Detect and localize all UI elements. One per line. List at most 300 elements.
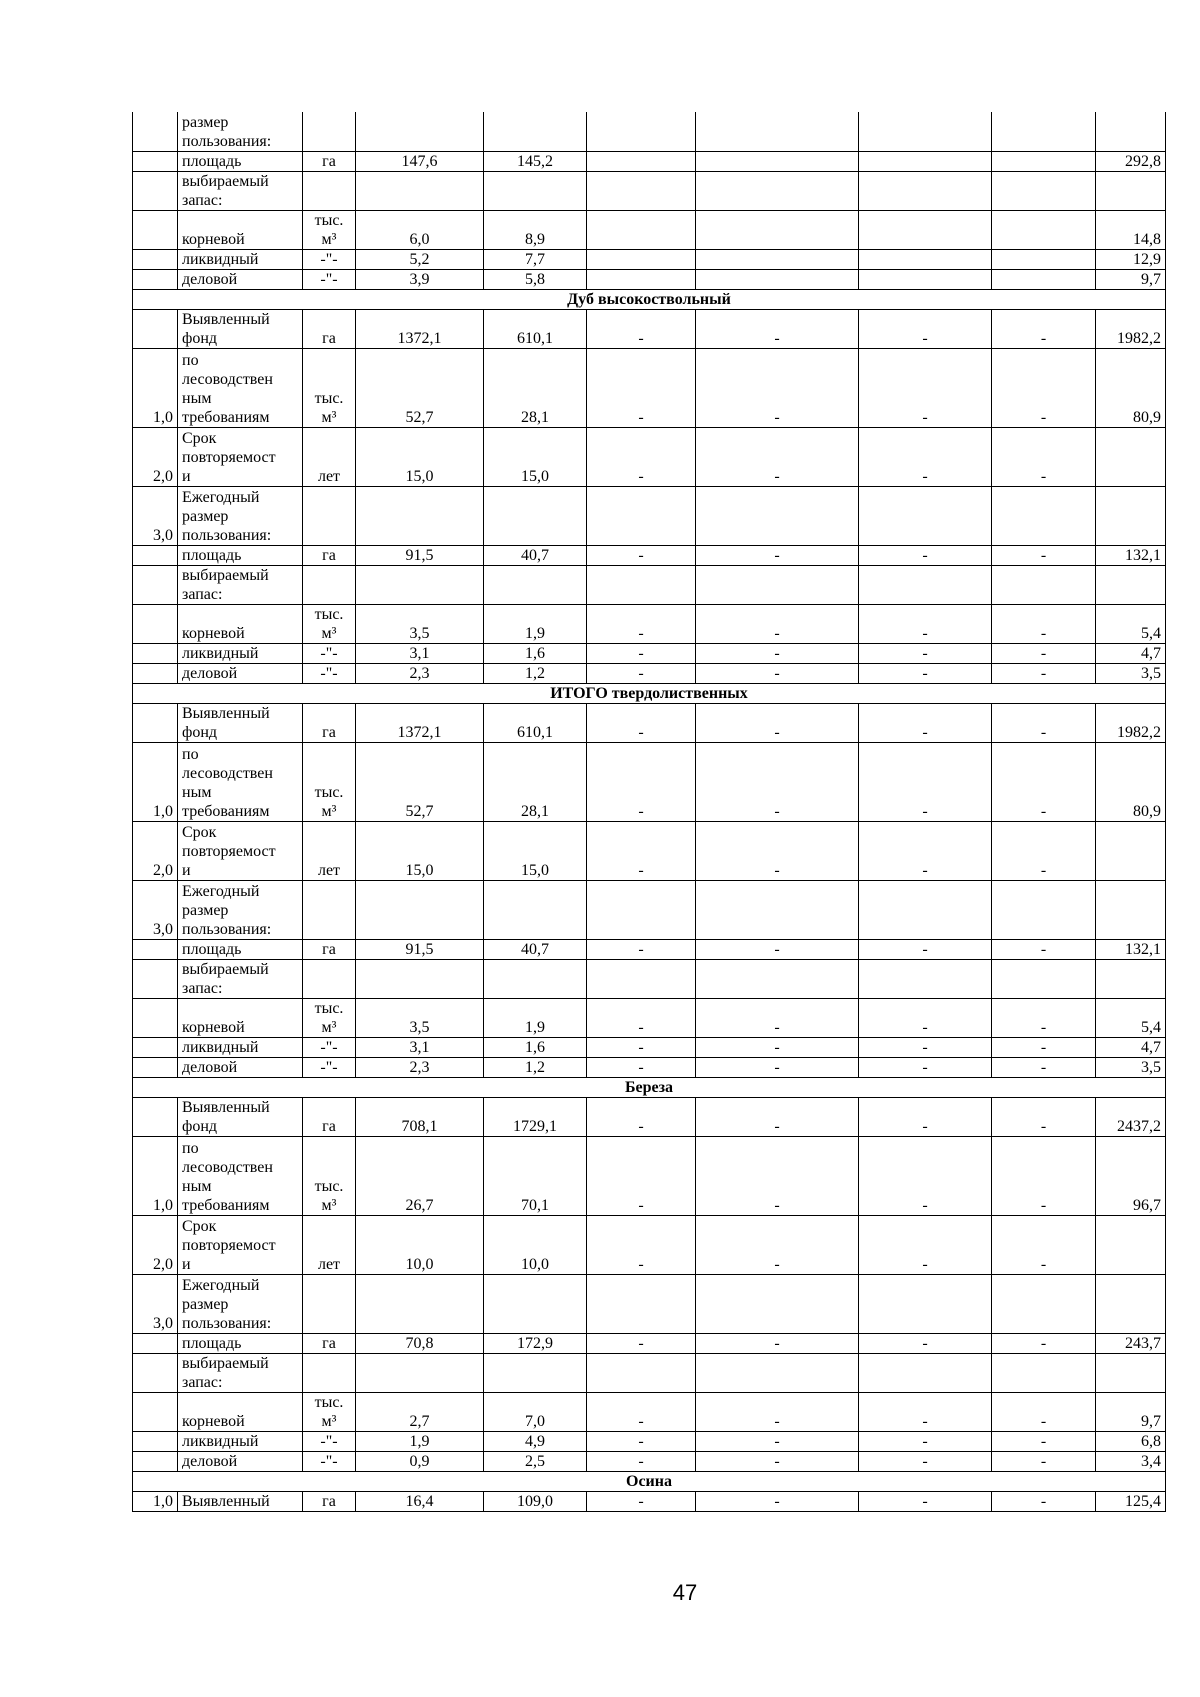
value-cell: - [859, 663, 992, 683]
value-cell: - [696, 742, 859, 821]
value-cell: - [587, 604, 696, 643]
value-cell: - [859, 1491, 992, 1511]
total-cell: 3,4 [1096, 1451, 1166, 1471]
total-cell: 292,8 [1096, 151, 1166, 171]
table-row [133, 1431, 1166, 1451]
value-cell: - [587, 1057, 696, 1077]
table-row [133, 643, 1166, 663]
table-row [133, 112, 1166, 151]
value-cell: - [992, 742, 1096, 821]
value-cell: - [696, 1215, 859, 1274]
table-row [133, 1097, 1166, 1136]
value-cell: - [587, 643, 696, 663]
value-cell: 1372,1 [356, 703, 484, 742]
value-cell: - [859, 1097, 992, 1136]
value-cell: - [992, 1451, 1096, 1471]
value-cell: - [587, 1392, 696, 1431]
table-row [133, 427, 1166, 486]
table-row [133, 821, 1166, 880]
value-cell: - [992, 1097, 1096, 1136]
value-cell: - [696, 309, 859, 348]
value-cell: - [587, 1097, 696, 1136]
value-cell: - [587, 663, 696, 683]
value-cell: - [696, 703, 859, 742]
total-cell: 80,9 [1096, 348, 1166, 427]
value-cell [992, 486, 1096, 545]
unit-cell [303, 1353, 356, 1392]
value-cell [587, 1274, 696, 1333]
total-cell: 14,8 [1096, 210, 1166, 249]
total-cell: 132,1 [1096, 545, 1166, 565]
value-cell [992, 880, 1096, 939]
value-cell: - [859, 1215, 992, 1274]
indicator-name-cell: Выявленный фонд [178, 703, 303, 742]
value-cell: - [992, 309, 1096, 348]
item-number-cell [133, 309, 178, 348]
value-cell: - [587, 939, 696, 959]
value-cell [484, 1274, 587, 1333]
value-cell: - [992, 1215, 1096, 1274]
unit-cell [303, 959, 356, 998]
item-number-cell [133, 663, 178, 683]
unit-cell: тыс. м³ [303, 1136, 356, 1215]
value-cell [859, 1353, 992, 1392]
total-cell: 243,7 [1096, 1333, 1166, 1353]
value-cell: - [859, 643, 992, 663]
total-cell: 1982,2 [1096, 309, 1166, 348]
table-row [133, 1491, 1166, 1511]
section-title: Осина [133, 1471, 1166, 1491]
total-cell: 6,8 [1096, 1431, 1166, 1451]
value-cell [587, 151, 696, 171]
indicator-name-cell: корневой [178, 1392, 303, 1431]
item-number-cell: 1,0 [133, 1136, 178, 1215]
unit-cell: тыс. м³ [303, 210, 356, 249]
total-cell: 3,5 [1096, 1057, 1166, 1077]
indicator-name-cell: Выявленный [178, 1491, 303, 1511]
value-cell: 147,6 [356, 151, 484, 171]
value-cell [859, 269, 992, 289]
unit-cell [303, 1274, 356, 1333]
table-row [133, 348, 1166, 427]
value-cell: 15,0 [484, 427, 587, 486]
total-cell: 80,9 [1096, 742, 1166, 821]
value-cell [356, 112, 484, 151]
indicator-name-cell: Срок повторяемост и [178, 821, 303, 880]
item-number-cell: 1,0 [133, 348, 178, 427]
value-cell: - [992, 1392, 1096, 1431]
unit-cell: га [303, 1097, 356, 1136]
value-cell [696, 959, 859, 998]
table-row [133, 1333, 1166, 1353]
table-row [133, 1215, 1166, 1274]
value-cell: 15,0 [484, 821, 587, 880]
table-row [133, 998, 1166, 1037]
unit-cell: -"- [303, 1037, 356, 1057]
indicator-name-cell: деловой [178, 269, 303, 289]
table-row [133, 880, 1166, 939]
value-cell [484, 880, 587, 939]
table-row [133, 1392, 1166, 1431]
value-cell: 5,8 [484, 269, 587, 289]
value-cell [859, 171, 992, 210]
value-cell [859, 249, 992, 269]
value-cell [587, 112, 696, 151]
section-header-row [133, 289, 1166, 309]
item-number-cell [133, 1057, 178, 1077]
value-cell [484, 959, 587, 998]
unit-cell: га [303, 1333, 356, 1353]
table-row [133, 959, 1166, 998]
total-cell: 1982,2 [1096, 703, 1166, 742]
value-cell: - [696, 939, 859, 959]
value-cell: 1372,1 [356, 309, 484, 348]
value-cell: - [696, 1392, 859, 1431]
item-number-cell [133, 1333, 178, 1353]
unit-cell: тыс. м³ [303, 1392, 356, 1431]
value-cell: - [859, 1451, 992, 1471]
value-cell [587, 210, 696, 249]
value-cell: - [859, 1431, 992, 1451]
value-cell: - [859, 1136, 992, 1215]
indicator-name-cell: Выявленный фонд [178, 309, 303, 348]
unit-cell: -"- [303, 269, 356, 289]
item-number-cell [133, 1431, 178, 1451]
table-row [133, 742, 1166, 821]
value-cell: - [696, 1451, 859, 1471]
value-cell: 28,1 [484, 742, 587, 821]
value-cell: - [859, 742, 992, 821]
value-cell: - [992, 821, 1096, 880]
value-cell: - [587, 1451, 696, 1471]
value-cell: 16,4 [356, 1491, 484, 1511]
value-cell [992, 1353, 1096, 1392]
value-cell [356, 880, 484, 939]
value-cell: - [696, 998, 859, 1037]
indicator-name-cell: деловой [178, 663, 303, 683]
indicator-name-cell: Выявленный фонд [178, 1097, 303, 1136]
value-cell: 145,2 [484, 151, 587, 171]
item-number-cell [133, 604, 178, 643]
value-cell: - [587, 545, 696, 565]
value-cell: 3,5 [356, 604, 484, 643]
total-cell [1096, 1274, 1166, 1333]
value-cell: 40,7 [484, 939, 587, 959]
value-cell: 1,9 [356, 1431, 484, 1451]
indicator-name-cell: по лесоводствен ным требованиям [178, 1136, 303, 1215]
indicator-name-cell: Ежегодный размер пользования: [178, 1274, 303, 1333]
value-cell [992, 269, 1096, 289]
indicator-name-cell: ликвидный [178, 643, 303, 663]
value-cell: 109,0 [484, 1491, 587, 1511]
value-cell [484, 112, 587, 151]
value-cell [696, 210, 859, 249]
section-title: ИТОГО твердолиственных [133, 683, 1166, 703]
indicator-name-cell: ликвидный [178, 249, 303, 269]
unit-cell [303, 486, 356, 545]
item-number-cell [133, 1353, 178, 1392]
value-cell: 15,0 [356, 427, 484, 486]
total-cell [1096, 821, 1166, 880]
value-cell: - [992, 545, 1096, 565]
indicator-name-cell: ликвидный [178, 1431, 303, 1451]
value-cell: - [696, 1097, 859, 1136]
value-cell: 70,1 [484, 1136, 587, 1215]
value-cell [696, 486, 859, 545]
value-cell: 610,1 [484, 703, 587, 742]
unit-cell: тыс. м³ [303, 604, 356, 643]
table-row [133, 1353, 1166, 1392]
value-cell: - [696, 1491, 859, 1511]
item-number-cell [133, 269, 178, 289]
indicator-name-cell: размер пользования: [178, 112, 303, 151]
item-number-cell: 1,0 [133, 742, 178, 821]
value-cell: 2,3 [356, 1057, 484, 1077]
value-cell: - [587, 1333, 696, 1353]
indicator-name-cell: выбираемый запас: [178, 171, 303, 210]
total-cell: 12,9 [1096, 249, 1166, 269]
value-cell [356, 1353, 484, 1392]
unit-cell: -"- [303, 663, 356, 683]
value-cell: - [696, 1431, 859, 1451]
value-cell: 1,9 [484, 998, 587, 1037]
total-cell: 4,7 [1096, 1037, 1166, 1057]
value-cell [484, 486, 587, 545]
indicator-name-cell: по лесоводствен ным требованиям [178, 742, 303, 821]
value-cell: - [859, 1057, 992, 1077]
table-row [133, 210, 1166, 249]
value-cell [859, 210, 992, 249]
value-cell: 6,0 [356, 210, 484, 249]
value-cell [356, 486, 484, 545]
unit-cell: га [303, 939, 356, 959]
unit-cell: -"- [303, 1451, 356, 1471]
value-cell: 70,8 [356, 1333, 484, 1353]
total-cell: 9,7 [1096, 269, 1166, 289]
total-cell [1096, 959, 1166, 998]
value-cell [859, 959, 992, 998]
value-cell: - [992, 348, 1096, 427]
value-cell: 52,7 [356, 742, 484, 821]
total-cell: 2437,2 [1096, 1097, 1166, 1136]
value-cell: - [696, 643, 859, 663]
value-cell [356, 959, 484, 998]
total-cell [1096, 112, 1166, 151]
indicator-name-cell: площадь [178, 151, 303, 171]
item-number-cell [133, 1451, 178, 1471]
table-row [133, 545, 1166, 565]
value-cell [859, 1274, 992, 1333]
table-row [133, 486, 1166, 545]
value-cell: 610,1 [484, 309, 587, 348]
item-number-cell: 1,0 [133, 1491, 178, 1511]
value-cell: 172,9 [484, 1333, 587, 1353]
section-header-row [133, 1077, 1166, 1097]
unit-cell: тыс. м³ [303, 742, 356, 821]
value-cell: - [992, 1057, 1096, 1077]
item-number-cell [133, 939, 178, 959]
value-cell: - [992, 604, 1096, 643]
total-cell [1096, 427, 1166, 486]
item-number-cell [133, 1037, 178, 1057]
item-number-cell: 2,0 [133, 427, 178, 486]
total-cell: 4,7 [1096, 643, 1166, 663]
value-cell: - [696, 1333, 859, 1353]
value-cell: - [696, 1037, 859, 1057]
total-cell: 132,1 [1096, 939, 1166, 959]
item-number-cell: 2,0 [133, 821, 178, 880]
value-cell [992, 210, 1096, 249]
value-cell: - [587, 309, 696, 348]
value-cell [859, 565, 992, 604]
total-cell: 96,7 [1096, 1136, 1166, 1215]
value-cell [859, 880, 992, 939]
value-cell: - [992, 643, 1096, 663]
value-cell [484, 565, 587, 604]
section-title: Береза [133, 1077, 1166, 1097]
forest-use-table [132, 112, 1166, 1512]
value-cell: - [587, 1491, 696, 1511]
value-cell: - [696, 1136, 859, 1215]
value-cell: - [587, 821, 696, 880]
value-cell: - [696, 545, 859, 565]
unit-cell [303, 171, 356, 210]
value-cell: - [587, 1215, 696, 1274]
indicator-name-cell: площадь [178, 545, 303, 565]
value-cell: 708,1 [356, 1097, 484, 1136]
value-cell [696, 1274, 859, 1333]
value-cell: - [992, 1037, 1096, 1057]
value-cell: - [859, 939, 992, 959]
value-cell: - [859, 998, 992, 1037]
item-number-cell [133, 210, 178, 249]
value-cell: 5,2 [356, 249, 484, 269]
value-cell: - [587, 998, 696, 1037]
unit-cell: лет [303, 821, 356, 880]
value-cell: - [859, 309, 992, 348]
value-cell: 3,1 [356, 643, 484, 663]
total-cell: 3,5 [1096, 663, 1166, 683]
value-cell: 15,0 [356, 821, 484, 880]
value-cell: - [992, 703, 1096, 742]
value-cell [587, 959, 696, 998]
value-cell [696, 112, 859, 151]
value-cell: 2,5 [484, 1451, 587, 1471]
unit-cell: га [303, 545, 356, 565]
value-cell: - [992, 998, 1096, 1037]
section-header-row [133, 1471, 1166, 1491]
indicator-name-cell: площадь [178, 1333, 303, 1353]
unit-cell: -"- [303, 1431, 356, 1451]
value-cell [696, 1353, 859, 1392]
table-row [133, 1136, 1166, 1215]
unit-cell: га [303, 703, 356, 742]
item-number-cell [133, 643, 178, 663]
value-cell: - [696, 604, 859, 643]
indicator-name-cell: деловой [178, 1057, 303, 1077]
value-cell: 26,7 [356, 1136, 484, 1215]
unit-cell: лет [303, 1215, 356, 1274]
page-number: 47 [672, 1580, 698, 1605]
unit-cell: -"- [303, 643, 356, 663]
value-cell [992, 112, 1096, 151]
value-cell: 10,0 [356, 1215, 484, 1274]
value-cell: - [859, 821, 992, 880]
value-cell: 91,5 [356, 939, 484, 959]
value-cell: - [992, 1136, 1096, 1215]
value-cell: - [696, 1057, 859, 1077]
value-cell [356, 1274, 484, 1333]
value-cell: 2,3 [356, 663, 484, 683]
item-number-cell [133, 565, 178, 604]
table-row [133, 1057, 1166, 1077]
value-cell: 3,1 [356, 1037, 484, 1057]
value-cell: - [859, 604, 992, 643]
value-cell [992, 959, 1096, 998]
item-number-cell [133, 249, 178, 269]
value-cell [587, 1353, 696, 1392]
total-cell [1096, 171, 1166, 210]
table-row [133, 939, 1166, 959]
total-cell: 9,7 [1096, 1392, 1166, 1431]
value-cell: - [859, 348, 992, 427]
total-cell: 5,4 [1096, 604, 1166, 643]
table-row [133, 151, 1166, 171]
indicator-name-cell: корневой [178, 210, 303, 249]
value-cell: - [859, 427, 992, 486]
value-cell: 2,7 [356, 1392, 484, 1431]
value-cell: - [859, 1333, 992, 1353]
value-cell: - [859, 545, 992, 565]
table-row [133, 171, 1166, 210]
indicator-name-cell: Ежегодный размер пользования: [178, 486, 303, 545]
value-cell [992, 151, 1096, 171]
unit-cell [303, 112, 356, 151]
value-cell: - [696, 348, 859, 427]
item-number-cell [133, 703, 178, 742]
value-cell: - [992, 1431, 1096, 1451]
item-number-cell: 3,0 [133, 1274, 178, 1333]
indicator-name-cell: деловой [178, 1451, 303, 1471]
item-number-cell [133, 151, 178, 171]
value-cell: 3,5 [356, 998, 484, 1037]
indicator-name-cell: корневой [178, 998, 303, 1037]
value-cell [992, 1274, 1096, 1333]
unit-cell: -"- [303, 1057, 356, 1077]
value-cell: - [859, 1037, 992, 1057]
value-cell: 1,6 [484, 1037, 587, 1057]
table-row [133, 269, 1166, 289]
value-cell: - [992, 1333, 1096, 1353]
table-row [133, 1451, 1166, 1471]
unit-cell: лет [303, 427, 356, 486]
value-cell: - [587, 1431, 696, 1451]
item-number-cell: 3,0 [133, 486, 178, 545]
value-cell: 7,7 [484, 249, 587, 269]
table-row [133, 249, 1166, 269]
total-cell [1096, 1353, 1166, 1392]
indicator-name-cell: выбираемый запас: [178, 959, 303, 998]
value-cell: - [696, 427, 859, 486]
unit-cell: га [303, 1491, 356, 1511]
value-cell: 0,9 [356, 1451, 484, 1471]
value-cell: 1,6 [484, 643, 587, 663]
item-number-cell: 3,0 [133, 880, 178, 939]
table-row [133, 663, 1166, 683]
value-cell: 4,9 [484, 1431, 587, 1451]
item-number-cell [133, 1097, 178, 1136]
value-cell: - [992, 939, 1096, 959]
